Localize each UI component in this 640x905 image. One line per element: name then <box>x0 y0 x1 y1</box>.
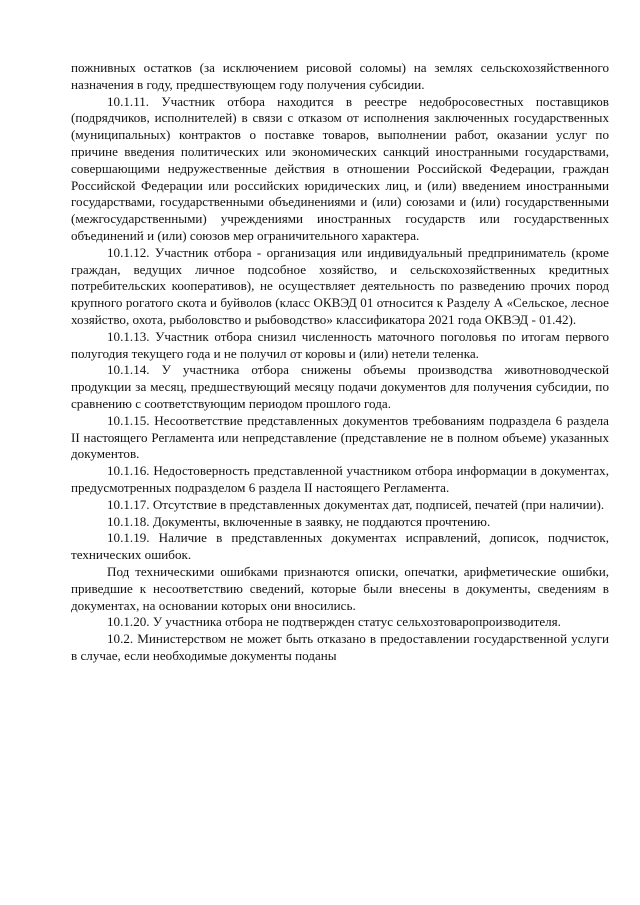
clause-10-1-18: 10.1.18. Документы, включенные в заявку, не поддаются прочтению. <box>107 513 491 529</box>
clause-10-1-12: 10.1.12. Участник отбора - организация или индивидуальный предприниматель (кроме граждан, ведущих личное подсобное хозяйство, и сельскохозяйственных кредитных потребительских кооперативов), не осуществляет деятельность по разведению прочих пород крупного рогатого скота и буйволов (класс ОКВЭД 01 относится к Разделу А «Сельское, лесное хозяйство, охота, рыболовство и рыбоводство» классификатора 2021 года ОКВЭД - 01.42). <box>71 244 609 327</box>
clause-10-1-11: 10.1.11. Участник отбора находится в реестре недобросовестных поставщиков (подрядчиков, исполнителей) в связи с отказом от исполнения заключенных государственных (муниципальных) контрактов о поставке товаров, выполнении работ, оказании услуг по причине введения политических или экономических санкций иностранными государствами, совершающими недружественные действия в отношении Российской Федерации, граждан Российской Федерации или российских юридических лиц, и (или) введением иностранными государствами, государственными объединениями и (или) союзами и (или) государственными (межгосударственными) учреждениями иностранных государств или государственных объединений и (или) союзов мер ограничительного характера. <box>71 93 609 243</box>
clause-10-1-16: 10.1.16. Недостоверность представленной участником отбора информации в документах, предусмотренных подразделом 6 раздела II настоящего Регламента. <box>71 463 609 495</box>
clause-10-1-19: 10.1.19. Наличие в представленных документах исправлений, дописок, подчисток, технических ошибок. <box>71 530 609 563</box>
clause-10-1-13: 10.1.13. Участник отбора снизил численность маточного поголовья по итогам первого полугодия текущего года и не получил от коровы и (или) нетели теленка. <box>71 328 609 361</box>
technical-errors-definition: Под техническими ошибками признаются описки, опечатки, арифметические ошибки, приведшие к несоответствию сведений, которые были внесены в документы, сведениям в документах, на основании которых они вносились. <box>71 563 609 613</box>
clause-10-1-17: 10.1.17. Отсутствие в представленных документах дат, подписей, печатей (при наличии). <box>107 496 605 512</box>
clause-10-2: 10.2. Министерством не может быть отказано в предоставлении государственной услуги в случае, если необходимые документы поданы <box>71 631 609 663</box>
clause-10-1-20: 10.1.20. У участника отбора не подтвержден статус сельхозтоваропроизводителя. <box>107 614 561 630</box>
clause-10-1-15: 10.1.15. Несоответствие представленных документов требованиям подраздела 6 раздела II настоящего Регламента или непредставление (представление не в полном объеме) указанных документов. <box>71 412 609 462</box>
document-page <box>71 60 609 665</box>
paragraph-continuation: пожнивных остатков (за исключением рисовой соломы) на землях сельскохозяйственного назначения в году, предшествующем году получения субсидии. <box>71 60 609 92</box>
clause-10-1-14: 10.1.14. У участника отбора снижены объемы производства животноводческой продукции за месяц, предшествующий месяцу подачи документов для получения субсидии, по сравнению с соответствующим периодом прошлого года. <box>71 362 609 411</box>
